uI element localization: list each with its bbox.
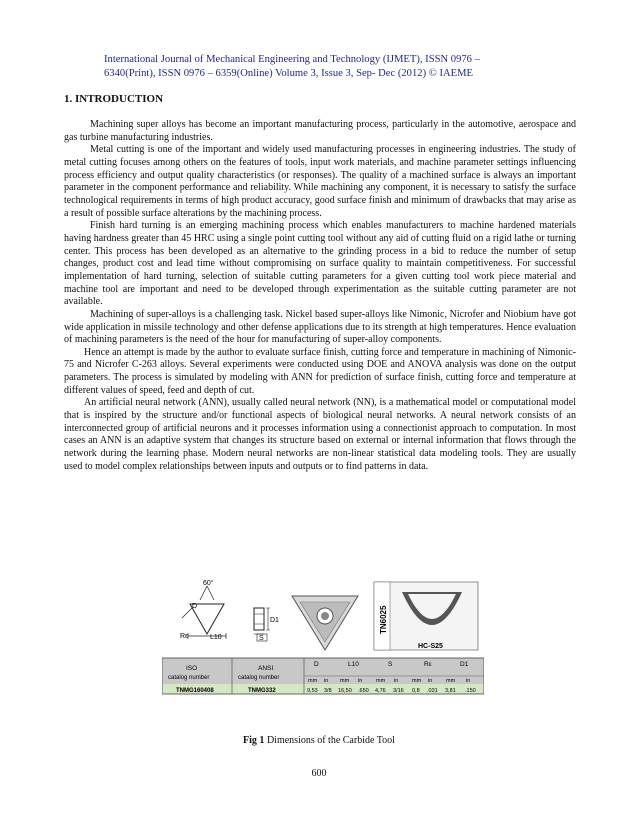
carbide-tool-figure (162, 578, 484, 710)
dim-value: 9,53 (307, 688, 318, 694)
l10-label: L10 (210, 634, 222, 641)
body-text (64, 119, 576, 473)
dim-value: 3/16 (393, 688, 404, 694)
s-label: S (259, 635, 264, 642)
figure-caption-label: Fig 1 (243, 735, 265, 746)
paragraph-6: An artificial neural network (ANN), usually called neural network (NN), is a mathematical model or computational model that is inspired by the structure and/or functional aspects of biological neural networks. A neural network consists of an interconnected group of artificial neurons and it processes information using a connectionist approach to computation. In most cases an ANN is an adaptive system that changes its structure based on external or internal information that flows through the network during the learning phase. Modern neural networks are non-linear statistical data modeling tools. They are usually used to model complex relationships between inputs and outputs or to find patterns in data. (64, 397, 576, 472)
unit-label: in (324, 678, 329, 684)
insert-outline-drawing (182, 586, 270, 641)
journal-header (104, 53, 554, 81)
dim-value: 16,50 (338, 688, 352, 694)
figure-caption (0, 735, 638, 746)
dim-value: .031 (427, 688, 438, 694)
page-number: 600 (311, 768, 327, 779)
paragraph-4: Machining of super-alloys is a challenging task. Nickel based super-alloys like Nimonic, Nicrofer and Niobium have got wide application in missile technology and other defense applications due to its strength at high temperatures. Hence evaluation of machining parameters is the need of the hour for manufacturing of super-alloy components. (64, 308, 576, 346)
ansi-catalog-label: catalog number (238, 675, 280, 681)
dim-header-d1: D1 (460, 661, 469, 668)
dim-value: 3/8 (324, 688, 332, 694)
angle-label: 60° (203, 580, 214, 587)
journal-header-line-2: 6340(Print), ISSN 0976 – 6359(Online) Volume 3, Issue 3, Sep- Dec (2012) © IAEME (104, 68, 473, 79)
unit-label: mm (308, 678, 318, 684)
d1-label: D1 (270, 617, 279, 624)
figure-caption-text: Dimensions of the Carbide Tool (264, 735, 395, 746)
unit-label: mm (412, 678, 422, 684)
chipbreaker-label: HC-S25 (418, 643, 443, 650)
section-title: 1. INTRODUCTION (64, 93, 164, 105)
ansi-header: ANSI (258, 665, 274, 672)
paragraph-3: Finish hard turning is an emerging machining process which enables manufacturers to machine hardened materials having hardness greater than 45 HRC using a single point cutting tool without any aid of cutting fluid on a rigid lathe or turning center. This process has been developed as an alternative to the grinding process in a bid to reduce the number of setup changes, product cost and lead time without compromising on surface quality to maintain competitiveness. For successful implementation of hard turning, selection of suitable cutting parameters for a given cutting tool work piece material and machine tool are important and need to be developed through experimentation as the suitable cutting parameter are not available. (64, 220, 576, 308)
dim-value: 4,76 (375, 688, 386, 694)
insert-photo (292, 596, 358, 650)
iso-value: TNMG160408 (176, 688, 214, 694)
grade-label: TN6025 (379, 605, 388, 634)
dim-header-re: Rε (424, 661, 432, 668)
paragraph-2: Metal cutting is one of the important and widely used manufacturing processes in engineering industries. The study of metal cutting focuses among others on the features of tools, input work materials, and machine parameter settings influencing process efficiency and output quality characteristics (or responses). The quality of a machined surface is always an important parameter in the component performance and reliability. While machining any component, it is necessary to satisfy the surface technological requirements in terms of high product accuracy, good surface finish and minimum of drawbacks that may arise as a result of possible surface alterations by the machining process. (64, 144, 576, 219)
journal-header-line-1: International Journal of Mechanical Engineering and Technology (IJMET), ISSN 0976 – (104, 54, 480, 65)
dim-value: 3,81 (445, 688, 456, 694)
unit-label: in (358, 678, 363, 684)
unit-label: mm (376, 678, 386, 684)
dim-value: .150 (465, 688, 476, 694)
dim-header-d: D (314, 661, 319, 668)
dim-header-s: S (388, 661, 393, 668)
iso-catalog-label: catalog number (168, 675, 210, 681)
carbide-tool-drawing (162, 578, 484, 710)
unit-label: in (428, 678, 433, 684)
unit-label: mm (446, 678, 456, 684)
re-label: Rε (180, 633, 189, 640)
chipbreaker-box (374, 582, 478, 650)
dim-header-l10: L10 (348, 661, 359, 668)
dim-value: .650 (358, 688, 369, 694)
paragraph-1: Machining super alloys has become an important manufacturing process, particularly in the automotive, aerospace and gas turbine manufacturing industries. (64, 119, 576, 143)
unit-label: in (394, 678, 399, 684)
unit-label: in (466, 678, 471, 684)
unit-label: mm (340, 678, 350, 684)
ansi-value: TNMG332 (248, 688, 276, 694)
d-label: D (192, 603, 198, 610)
dim-value: 0,8 (412, 688, 420, 694)
paragraph-5: Hence an attempt is made by the author to evaluate surface finish, cutting force and temperature in machining of Nimonic-75 and Nicrofer C-263 alloys. Several experiments were conducted using DOE and ANOVA analysis was done on the output parameters. The process is simulated by modeling with ANN for prediction of surface finish, cutting force and temperature at different values of speed, feed and depth of cut. (64, 346, 576, 396)
iso-header: ISO (186, 665, 198, 672)
